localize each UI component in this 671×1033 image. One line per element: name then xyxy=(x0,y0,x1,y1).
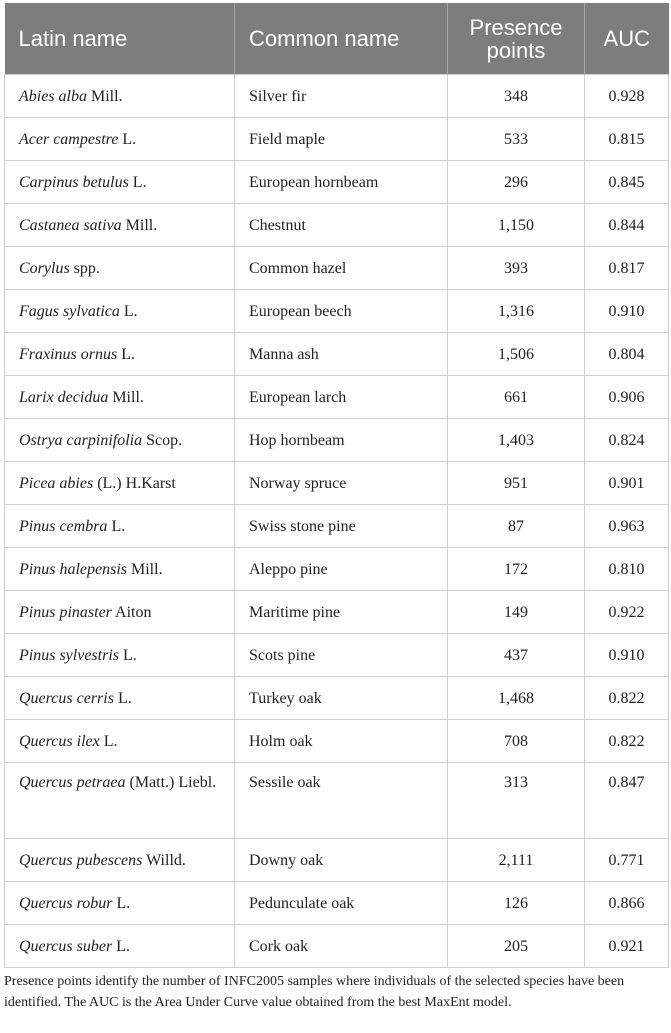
common-name-cell: Aleppo pine xyxy=(235,548,448,591)
latin-name-cell xyxy=(5,548,235,591)
latin-name-cell xyxy=(5,247,235,290)
common-name-cell: Field maple xyxy=(235,118,448,161)
species-authority: L. xyxy=(112,937,130,955)
species-authority: Scop. xyxy=(142,431,183,449)
species-authority: L. xyxy=(99,732,118,750)
species-binomial: Larix decidua xyxy=(19,388,109,406)
species-binomial: Picea abies xyxy=(19,474,94,492)
latin-name-cell xyxy=(5,462,235,505)
presence-points-cell: 533 xyxy=(448,118,585,161)
header-presence-points xyxy=(448,3,585,75)
species-authority: L. xyxy=(117,345,136,363)
presence-points-cell: 2,111 xyxy=(448,839,585,882)
table-row xyxy=(5,548,669,591)
common-name-cell: Common hazel xyxy=(235,247,448,290)
species-binomial: Quercus robur xyxy=(19,894,113,912)
latin-name-cell xyxy=(5,925,235,968)
presence-points-cell: 205 xyxy=(448,925,585,968)
latin-name-cell xyxy=(5,591,235,634)
common-name-cell: Holm oak xyxy=(235,720,448,763)
presence-points-cell: 393 xyxy=(448,247,585,290)
presence-points-cell: 951 xyxy=(448,462,585,505)
table-row xyxy=(5,505,669,548)
latin-name-cell xyxy=(5,419,235,462)
presence-points-cell: 348 xyxy=(448,75,585,118)
presence-points-cell: 296 xyxy=(448,161,585,204)
presence-points-cell: 1,316 xyxy=(448,290,585,333)
common-name-cell: European hornbeam xyxy=(235,161,448,204)
species-authority: Mill. xyxy=(127,560,163,578)
species-binomial: Pinus sylvestris xyxy=(19,646,119,664)
species-binomial: Corylus xyxy=(19,259,70,277)
species-authority: L. xyxy=(128,173,147,191)
header-presence-line2: points xyxy=(486,37,546,63)
table-row xyxy=(5,925,669,968)
common-name-cell: Silver fir xyxy=(235,75,448,118)
species-binomial: Abies alba xyxy=(19,87,87,105)
species-binomial: Pinus halepensis xyxy=(19,560,127,578)
table-row xyxy=(5,75,669,118)
auc-cell: 0.866 xyxy=(585,882,669,925)
species-binomial: Castanea sativa xyxy=(19,216,122,234)
species-authority: Aiton xyxy=(111,603,152,621)
common-name-cell: Cork oak xyxy=(235,925,448,968)
presence-points-cell: 172 xyxy=(448,548,585,591)
auc-cell: 0.810 xyxy=(585,548,669,591)
table-row xyxy=(5,333,669,376)
presence-points-cell: 87 xyxy=(448,505,585,548)
latin-name-cell xyxy=(5,634,235,677)
latin-name-cell xyxy=(5,75,235,118)
presence-points-cell: 1,506 xyxy=(448,333,585,376)
table-row xyxy=(5,118,669,161)
common-name-cell: European beech xyxy=(235,290,448,333)
table-row xyxy=(5,204,669,247)
auc-cell: 0.963 xyxy=(585,505,669,548)
table-header xyxy=(5,3,669,75)
species-authority: spp. xyxy=(69,259,100,277)
presence-points-cell: 661 xyxy=(448,376,585,419)
table-row xyxy=(5,720,669,763)
table-footnote: Presence points identify the number of INFC2005 samples where individuals of the selected species have been identified. The AUC is the Area Under Curve value obtained from the best MaxEnt model. xyxy=(4,974,625,1010)
species-authority: Willd. xyxy=(142,851,186,869)
common-name-cell: Sessile oak xyxy=(235,763,448,839)
presence-points-cell: 126 xyxy=(448,882,585,925)
common-name-cell: Pedunculate oak xyxy=(235,882,448,925)
table-row xyxy=(5,634,669,677)
auc-cell: 0.771 xyxy=(585,839,669,882)
auc-cell: 0.922 xyxy=(585,591,669,634)
presence-points-cell: 437 xyxy=(448,634,585,677)
common-name-cell: Downy oak xyxy=(235,839,448,882)
species-authority: L. xyxy=(119,646,137,664)
common-name-cell: Norway spruce xyxy=(235,462,448,505)
table-row xyxy=(5,419,669,462)
auc-cell: 0.822 xyxy=(585,720,669,763)
species-authority: L. xyxy=(119,302,138,320)
auc-cell: 0.906 xyxy=(585,376,669,419)
table-row xyxy=(5,161,669,204)
species-binomial: Quercus pubescens xyxy=(19,851,143,869)
table-row xyxy=(5,882,669,925)
species-binomial: Ostrya carpinifolia xyxy=(19,431,143,449)
species-authority: L. xyxy=(113,689,132,707)
table-row xyxy=(5,763,669,839)
latin-name-cell xyxy=(5,118,235,161)
species-table xyxy=(4,3,669,968)
species-binomial: Carpinus betulus xyxy=(19,173,129,191)
presence-points-cell: 1,403 xyxy=(448,419,585,462)
header-row xyxy=(5,3,669,75)
auc-cell: 0.928 xyxy=(585,75,669,118)
table-row xyxy=(5,247,669,290)
common-name-cell: Manna ash xyxy=(235,333,448,376)
latin-name-cell xyxy=(5,333,235,376)
header-auc: AUC xyxy=(585,3,669,75)
header-common-name: Common name xyxy=(235,3,448,75)
table-row xyxy=(5,591,669,634)
common-name-cell: Hop hornbeam xyxy=(235,419,448,462)
species-authority: Mill. xyxy=(87,87,123,105)
auc-cell: 0.845 xyxy=(585,161,669,204)
auc-cell: 0.910 xyxy=(585,634,669,677)
species-authority: (Matt.) Liebl. xyxy=(125,774,217,791)
latin-name-cell xyxy=(5,839,235,882)
auc-cell: 0.921 xyxy=(585,925,669,968)
latin-name-cell xyxy=(5,376,235,419)
latin-name-cell xyxy=(5,204,235,247)
species-binomial: Acer campestre xyxy=(19,130,119,148)
common-name-cell: Swiss stone pine xyxy=(235,505,448,548)
auc-cell: 0.844 xyxy=(585,204,669,247)
latin-name-cell xyxy=(5,290,235,333)
species-binomial: Pinus cembra xyxy=(19,517,108,535)
species-binomial: Quercus petraea xyxy=(19,774,126,791)
presence-points-cell: 1,150 xyxy=(448,204,585,247)
table-row xyxy=(5,462,669,505)
species-authority: (L.) H.Karst xyxy=(93,474,176,492)
latin-name-cell xyxy=(5,720,235,763)
presence-points-cell: 149 xyxy=(448,591,585,634)
auc-cell: 0.824 xyxy=(585,419,669,462)
presence-points-cell: 1,468 xyxy=(448,677,585,720)
auc-cell: 0.822 xyxy=(585,677,669,720)
table-row xyxy=(5,677,669,720)
species-binomial: Quercus cerris xyxy=(19,689,114,707)
species-binomial: Fraxinus ornus xyxy=(19,345,118,363)
species-binomial: Quercus suber xyxy=(19,937,113,955)
species-authority: L. xyxy=(118,130,137,148)
table-row xyxy=(5,839,669,882)
species-authority: Mill. xyxy=(108,388,144,406)
latin-name-cell xyxy=(5,505,235,548)
species-binomial: Quercus ilex xyxy=(19,732,100,750)
species-binomial: Fagus sylvatica xyxy=(19,302,120,320)
species-authority: L. xyxy=(107,517,126,535)
latin-name-cell xyxy=(5,882,235,925)
auc-cell: 0.817 xyxy=(585,247,669,290)
common-name-cell: Scots pine xyxy=(235,634,448,677)
table-row xyxy=(5,290,669,333)
species-binomial: Pinus pinaster xyxy=(19,603,112,621)
table-body xyxy=(5,75,669,968)
species-authority: Mill. xyxy=(121,216,158,234)
table-row xyxy=(5,376,669,419)
latin-name-cell xyxy=(5,677,235,720)
presence-points-cell: 708 xyxy=(448,720,585,763)
auc-cell: 0.815 xyxy=(585,118,669,161)
latin-name-cell xyxy=(5,763,235,839)
latin-name-cell xyxy=(5,161,235,204)
auc-cell: 0.804 xyxy=(585,333,669,376)
common-name-cell: Chestnut xyxy=(235,204,448,247)
header-latin-name: Latin name xyxy=(5,3,235,75)
common-name-cell: European larch xyxy=(235,376,448,419)
header-presence-line1: Presence xyxy=(469,14,563,40)
auc-cell: 0.910 xyxy=(585,290,669,333)
auc-cell: 0.847 xyxy=(585,763,669,839)
auc-cell: 0.901 xyxy=(585,462,669,505)
presence-points-cell: 313 xyxy=(448,763,585,839)
common-name-cell: Maritime pine xyxy=(235,591,448,634)
species-authority: L. xyxy=(112,894,131,912)
common-name-cell: Turkey oak xyxy=(235,677,448,720)
